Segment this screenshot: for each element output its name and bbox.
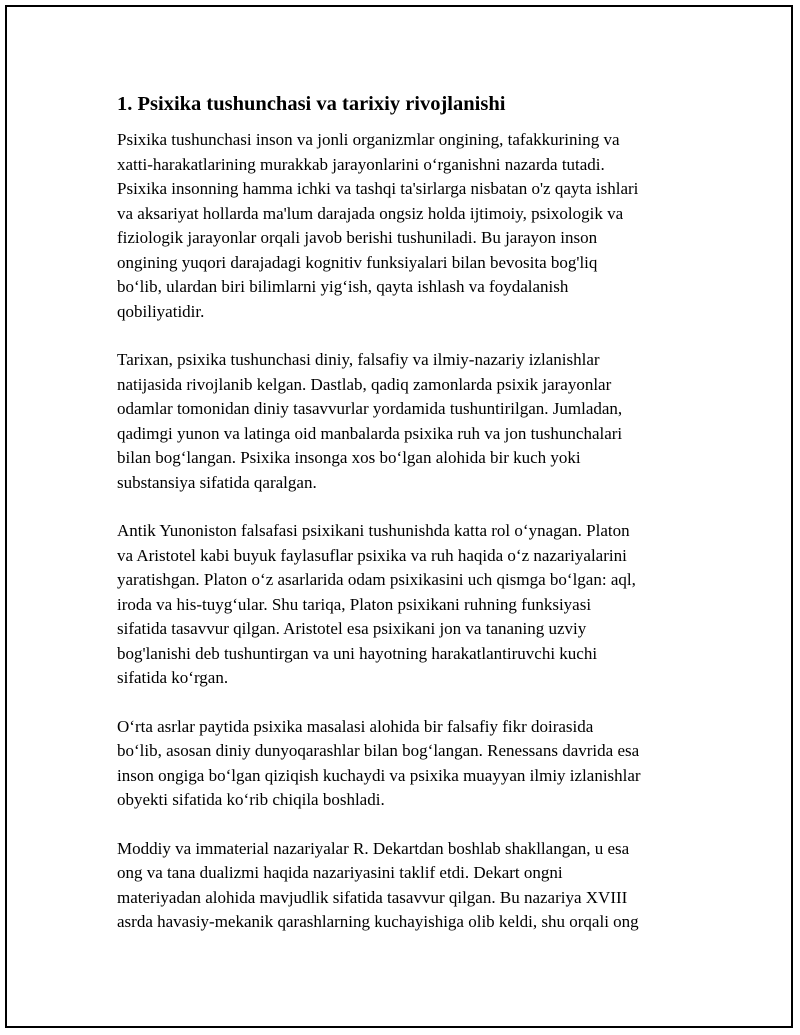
text-line: odamlar tomonidan diniy tasavvurlar yordamida tushuntirilgan. Jumladan, [117,399,623,418]
paragraph-5 [117,837,697,935]
text-line: ongining yuqori darajadagi kognitiv funksiyalari bilan bevosita bog'liq [117,252,598,272]
text-line: sifatida tasavvur qilgan. Aristotel esa psixikani jon va tananing uzviy [117,619,587,638]
text-line: va Aristotel kabi buyuk faylasuflar psixika va ruh haqida o‘z nazariyalarini [117,545,627,565]
text-line: iroda va his-tuyg‘ular. Shu tariqa, Platon psixikani ruhning funksiyasi [117,594,592,614]
text-line: bilan bog‘langan. Psixika insonga xos bo‘lgan alohida bir kuch yoki [117,448,581,467]
text-line: Antik Yunoniston falsafasi psixikani tushunishda katta rol o‘ynagan. Platon [117,521,630,540]
text-line: ong va tana dualizmi haqida nazariyasini taklif etdi. Dekart ongni [117,863,563,882]
text-line: O‘rta asrlar paytida psixika masalasi alohida bir falsafiy fikr doirasida [117,716,594,736]
text-line: bo‘lib, ulardan biri bilimlarni yig‘ish, qayta ishlash va foydalanish [117,277,569,296]
text-line: Tarixan, psixika tushunchasi diniy, falsafiy va ilmiy-nazariy izlanishlar [117,350,600,369]
text-line: va aksariyat hollarda ma'lum darajada ongsiz holda ijtimoiy, psixologik va [117,203,624,223]
text-line: xatti-harakatlarining murakkab jarayonlarini o‘rganishni nazarda tutadi. [117,154,605,174]
paragraph-3 [117,519,697,691]
text-line: bog'lanishi deb tushuntirgan va uni hayotning harakatlantiruvchi kuchi [117,643,598,663]
text-line: Psixika tushunchasi inson va jonli organizmlar ongining, tafakkurining va [117,130,620,149]
document-body [117,90,697,959]
text-line: materiyadan alohida mavjudlik sifatida tasavvur qilgan. Bu nazariya XVIII [117,887,628,907]
text-line: yaratishgan. Platon o‘z asarlarida odam psixikasini uch qismga bo‘lgan: aql, [117,570,636,589]
text-line: bo‘lib, asosan diniy dunyoqarashlar bilan bog‘langan. Renessans davrida esa [117,741,640,760]
section-title: 1. Psixika tushunchasi va tarixiy rivojlanishi [117,93,506,115]
text-line: obyekti sifatida ko‘rib chiqila boshladi. [117,790,385,809]
paragraph-4 [117,715,697,813]
text-line: Moddiy va immaterial nazariyalar R. Dekartdan boshlab shakllangan, u esa [117,838,630,858]
paragraph-1 [117,128,697,324]
text-line: fiziologik jarayonlar orqali javob berishi tushuniladi. Bu jarayon inson [117,228,598,247]
text-line: inson ongiga bo‘lgan qiziqish kuchaydi va psixika muayyan ilmiy izlanishlar [117,765,641,785]
text-line: sifatida ko‘rgan. [117,668,229,687]
text-line: qadimgi yunon va latinga oid manbalarda psixika ruh va jon tushunchalari [117,423,623,443]
text-line: natijasida rivojlanib kelgan. Dastlab, qadiq zamonlarda psixik jarayonlar [117,374,612,394]
paragraph-2 [117,348,697,495]
text-line: Psixika insonning hamma ichki va tashqi ta'sirlarga nisbatan o'z qayta ishlari [117,179,639,198]
text-line: substansiya sifatida qaralgan. [117,472,317,492]
text-line: asrda havasiy-mekanik qarashlarning kuchayishiga olib keldi, shu orqali ong [117,912,639,931]
text-line: qobiliyatidir. [117,301,205,321]
